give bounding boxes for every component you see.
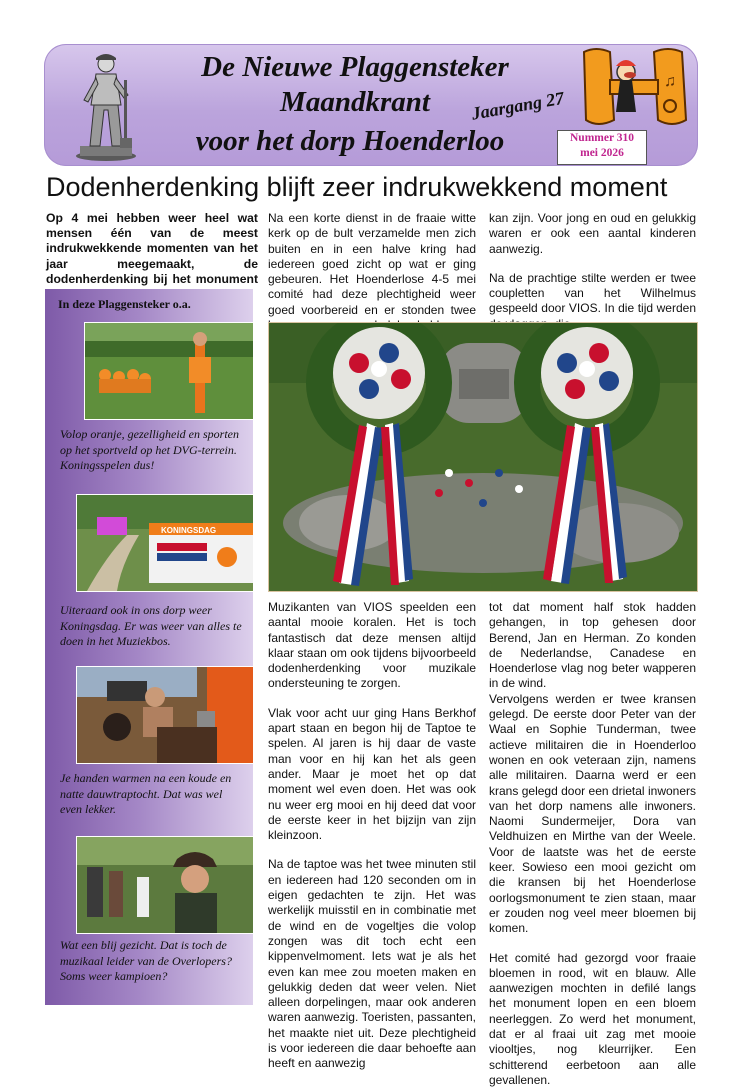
article-col2-bottom-p3: Na de taptoe was het twee minuten stil en iedereen had 120 seconden om in eigen gedachten te zijn. Het was werkelijk muisstil en in combinatie met de wind en de vogeltjes die volop zongen was dit toch echt een kippenvelmoment. Iets wat je als het even kan mee zou moeten maken en gelukkig deden dat weer velen. Niet alleen dorpelingen, maar ook anderen waren aanwezig. Toeristen, passanten, het maakte niet uit. Deze plechtigheid is voor iedereen die daar behoefte aan heeft en aanwezig: [268, 857, 476, 1071]
koningsdag-sign-text: KONINGSDAG: [161, 526, 217, 535]
sidebar-heading: In deze Plaggensteker o.a.: [58, 297, 191, 311]
issue-date: mei 2026: [580, 147, 624, 159]
masthead-title-line3: voor het dorp Hoenderloo: [195, 125, 505, 157]
sidebar-caption-3: Je handen warmen na een koude en natte dauwtraptocht. Dat was wel even lekker.: [60, 771, 232, 816]
issue-box: [557, 130, 647, 165]
h-logo-icon: [580, 46, 692, 128]
sidebar-photo-koningsdag: [76, 494, 254, 592]
article-col3-top-p2: Na de prachtige stilte werden er twee coupletten van het Wilhelmus gespeeld door VIOS. In die tijd werden: [489, 270, 696, 316]
article-col2-bottom-p1: Muzikanten van VIOS speelden een aantal mooie koralen. Het is toch fantastisch dat deze mensen altijd klaar staan om ook tijdens bijvoorbeeld dodenherdenking voor muzikale ondersteuning te zorgen.: [268, 600, 476, 691]
sidebar-caption-4: Wat een blij gezicht. Dat is toch de muzikaal leider van de Overlopers? Soms weer kampioen?: [60, 938, 232, 983]
article-col3-bottom-p2: Vervolgens werden er twee kransen gelegd. De eerste door Peter van der Waal en Sophie Tunderman, twee actieve militairen die in Hoenderloo wonen en ook veteraan zijn, namens alle militairen. Daarna werd er een krans gelegd door een drietal inwoners van het dorp namens alle inwoners. Naomi Sundermeijer, Dora van Veldhuizen en Mirthe van der Weele. Voor de laatste was het de eerste keer. Sowieso een mooi gezicht om die kransen bij het Hoenderlose oorlogsmonument te zien staan, maar er zouden nog veel meer bloemen bij komen.: [489, 691, 696, 936]
article-col2-bottom: [268, 600, 476, 1072]
article-col3-top: [489, 211, 696, 332]
masthead-title-line1: De Nieuwe Plaggensteker: [201, 51, 509, 83]
masthead-title-line2: Maandkrant: [280, 86, 430, 118]
article-col3-top-p1: kan zijn. Voor jong en oud en gelukkig waren er ook een aantal kinderen aanwezig.: [489, 211, 696, 256]
article-col3-bottom-p1: tot dat moment half stok hadden gehangen, in top gehesen door Berend, Jan en Herman. Zo konden de Nederlandse, Canadese en Hoenderlose vlag nog beter wapperen in de wind.: [489, 600, 696, 691]
sidebar-caption-1: Volop oranje, gezelligheid en sporten op het sportveld op het DVG-terrein. Koningsspelen dus!: [60, 427, 239, 472]
sidebar-photo-warming: [76, 666, 254, 764]
statue-icon: [66, 50, 146, 162]
issue-number: Nummer 310: [570, 132, 634, 144]
article-lead: Op 4 mei hebben weer heel wat mensen één van de meest indrukwekkende momenten van het jaar meegemaakt, de dodenherdenking bij het monument: [46, 211, 258, 286]
wreath-photo: [268, 322, 698, 592]
sidebar-photo-sports: [84, 322, 254, 420]
article-col3-bottom: [489, 600, 696, 1088]
article-col3-bottom-p3: Het comité had gezorgd voor fraaie bloemen in rood, wit en blauw. Alle aanwezigen mochten in defilé langs het monument lopen en een bloem neerleggen. Zo werd het monument, dat er al fraai uit zag met mooie viooltjes, nog kleurrijker. Een schitterend eerbetoon aan alle gevallenen.: [489, 950, 696, 1087]
article-col2-top-text: Na een korte dienst in de fraaie witte kerk op de bult verzamelde men zich buiten en in een halve kring had iedereen goed zicht op wat er ging gebeuren. Het Hoenderlose 4-5 mei comité had deze plechtigheid weer goed voorbereid en er stonden twee: [268, 211, 476, 317]
svg-text:♫: ♫: [664, 73, 676, 90]
article-headline: Dodenherdenking blijft zeer indrukwekkend moment: [46, 172, 668, 202]
article-col2-bottom-p2: Vlak voor acht uur ging Hans Berkhof apart staan en begon hij de Taptoe te spelen. Al jaren is hij daar de vaste man voor en hij kan het als geen ander. Maar je moet het op dat moment wel even doen. Het was ook nu weer erg mooi en hij deed dat voor de eerste keer in het bijzijn van zijn kleinzoon.: [268, 705, 476, 843]
sidebar-caption-2: Uiteraard ook in ons dorp weer Koningsdag. Er was weer van alles te doen in het Muziekbos.: [60, 603, 242, 648]
volume-label: Jaargang 27: [470, 87, 566, 124]
sidebar-photo-bandleader: [76, 836, 254, 934]
